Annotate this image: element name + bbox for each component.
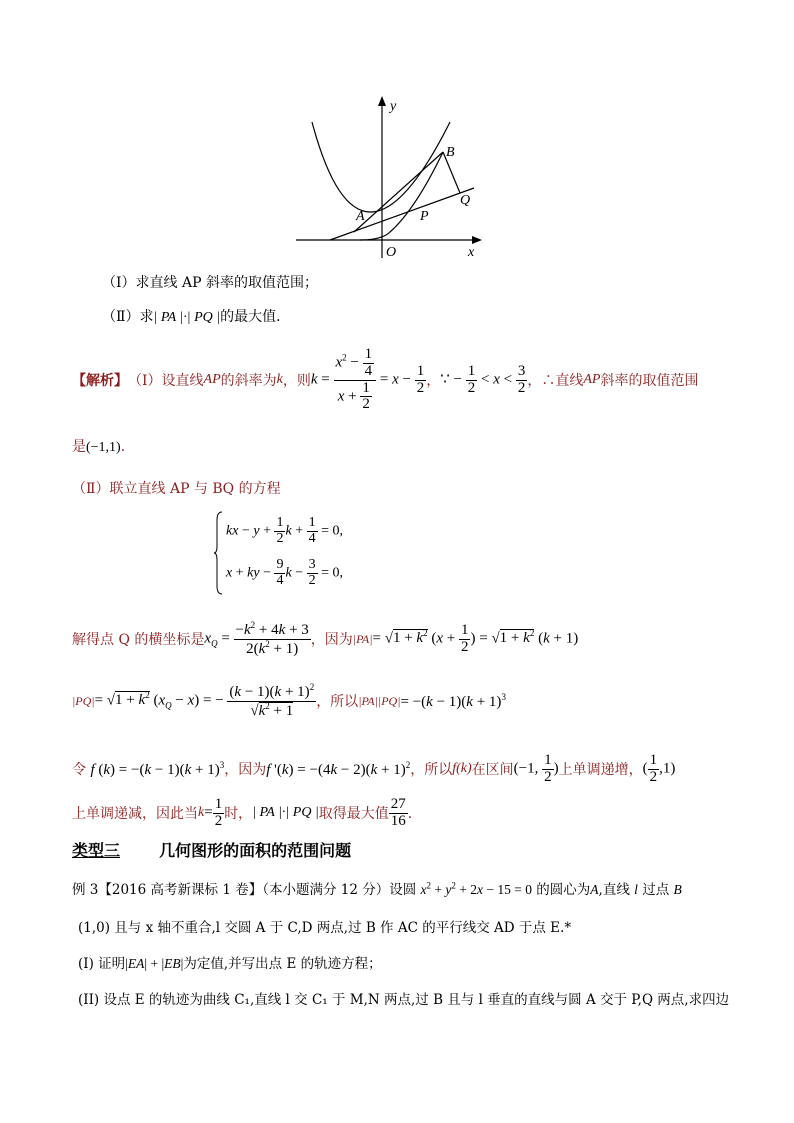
part1-text-b: 的斜率为 [220, 373, 277, 389]
pq-label: |PQ| [72, 693, 95, 708]
equation-1: kx − y + $\frac{1}{2}$ k + $\frac{1}{4}$ = 0, [226, 515, 343, 546]
part1-text-a: （Ⅰ）设直线 [128, 373, 204, 389]
ex3-line1-d: ,直线 [598, 882, 630, 898]
part2-intro [72, 478, 281, 498]
last-text-e: 取得最大值 [318, 806, 389, 822]
outer-parabola [312, 122, 450, 212]
label-q: Q [460, 193, 471, 208]
ex3-line4-text: (II) 设点 E 的轨迹为曲线 C₁,直线 l 交 C₁ 于 M,N 两点,过 B 且与 l 垂直的直线与圆 A 交于 P,Q 两点,求四边 [78, 992, 730, 1008]
question-2-prefix: （Ⅱ）求 [102, 309, 154, 325]
heading-label: 类型三 [72, 841, 121, 860]
label-a: A [356, 209, 365, 224]
y-axis-arrow [378, 96, 386, 106]
ex3-line1-a: 例 3【2016 高考新课标 1 卷】（本小题满分 12 分）设圆 [72, 882, 417, 898]
line-ab [354, 152, 443, 232]
geometry-figure [290, 92, 490, 262]
part1-line2-c: ． [120, 439, 135, 455]
ex3-line1-f: 过点 [642, 882, 670, 898]
last-text-f: ． [407, 806, 422, 822]
part1-line2-a: 是 [72, 439, 86, 455]
equation-2: x + ky − $\frac{9}{4}$ k − $\frac{3}{2}$ = 0, [226, 557, 343, 588]
label-x: x [468, 245, 475, 260]
question-2-expr: | PA |·| PQ | [153, 310, 221, 325]
k-value: = $\frac{1}{2}$ [204, 795, 223, 829]
slope-fraction: $x^2$ − $\frac{1}{4}$ x + $\frac{1}{2}$ [334, 347, 377, 413]
let-text-e: 在区间 [471, 762, 514, 778]
slope-formula: k = $x^2$ − $\frac{1}{4}$ x + $\frac{1}{2}$ = x − $\frac{1}{2}$ [310, 346, 425, 413]
analysis-part1 [72, 342, 698, 418]
f-derivative: f '$(k) = -(4k - 2)(k + 1)^2$ [266, 759, 411, 778]
x-axis-arrow [472, 236, 482, 244]
max-value: $\frac{27}{16}$ [390, 795, 406, 829]
last-text-c: 时， [224, 806, 253, 822]
solve-text-a: 解得点 Q 的横坐标是 [72, 632, 205, 648]
let-text-f: 上单调递增， [558, 762, 643, 778]
conclusion-line [72, 790, 422, 836]
f-definition: f $(k) = -(k - 1)(k + 1)^3$ [90, 759, 225, 778]
last-k: k [198, 805, 205, 820]
ex3-a: A [590, 882, 599, 897]
question-2-suffix: 的最大值． [220, 309, 291, 325]
circle-equation: $x^2 + y^2 + 2x - 15 = 0$ [420, 880, 532, 897]
analysis-part1-line2 [72, 436, 135, 456]
section-heading [72, 838, 351, 861]
ex3-line3-b: 为定值,并写出点 E 的轨迹方程； [183, 956, 382, 972]
part1-text-c: ，则 [282, 373, 311, 389]
label-b: B [446, 145, 455, 160]
label-y: y [390, 99, 397, 114]
ex3-l: l [634, 882, 638, 897]
example3-line3 [78, 952, 382, 972]
example3-line2 [78, 916, 571, 936]
interval-2: ( $\frac{1}{2}$ ,1) [642, 751, 676, 785]
example3-line4 [78, 988, 729, 1008]
last-text-a: 上单调递减，因此当 [72, 806, 198, 822]
let-text-c: ，所以 [410, 762, 453, 778]
ex3-b: B [673, 882, 682, 897]
xq-formula: $x_Q$ = $\frac{-k^2 + 4k + 3}{2(k^2 + 1)}$ [204, 619, 309, 657]
label-o: O [386, 245, 397, 260]
question-1 [102, 272, 318, 292]
x-range: ∵ − $\frac{1}{2}$ < x < $\frac{3}{2}$ [440, 362, 526, 396]
part2-intro-text: （Ⅱ）联立直线 AP 与 BQ 的方程 [72, 481, 281, 497]
part1-conc-ap: AP [583, 372, 601, 387]
let-line [72, 746, 675, 792]
let-fk: f(k) [452, 761, 472, 776]
pq-formula: = $√1 + k^2$ $(x_Q - x)$ = − $\frac{(k - 1)(k + 1)^2}{√k^2 + 1}$ [94, 681, 315, 719]
solve-text-b: ，因为 [310, 632, 353, 648]
system-brace [214, 510, 224, 596]
question-1-text: （Ⅰ）求直线 AP 斜率的取值范围； [102, 275, 318, 291]
part1-conc-b: ，∴直线 [527, 373, 584, 389]
label-p: P [420, 209, 429, 224]
part1-k: k [276, 372, 283, 387]
ex3-line1-b: 的圆心为 [536, 882, 591, 898]
last-expr: | PA |·| PQ | [252, 805, 319, 820]
part1-conc-d: 斜率的取值范围 [600, 373, 699, 389]
part1-conc-a: ， [426, 373, 441, 389]
pq-line [72, 676, 506, 726]
equation-system [214, 510, 374, 596]
part1-ap: AP [203, 372, 221, 387]
solve-line [72, 614, 578, 664]
pa-label: |PA| [352, 631, 373, 646]
analysis-tag: 【解析】 [72, 373, 128, 389]
product-formula: = $-(k - 1)(k + 1)^3$ [400, 691, 506, 710]
example3-line1 [72, 878, 682, 898]
so-text-a: ，所以 [316, 694, 359, 710]
so-label: |PA||PQ| [358, 693, 401, 708]
slope-range: (−1,1) [86, 440, 121, 455]
ex3-line2-text: (1,0) 且与 x 轴不重合,l 交圆 A 于 C,D 两点,过 B 作 AC 的平行线交 AD 于点 E.* [78, 920, 572, 936]
question-2 [102, 306, 290, 326]
heading-title: 几何图形的面积的范围问题 [159, 841, 352, 860]
eq2-tail: = 0, [321, 565, 343, 581]
let-text-a: 令 [72, 762, 86, 778]
interval-1: (−1, $\frac{1}{2}$ ) [513, 751, 559, 785]
eq1-tail: = 0, [321, 523, 343, 539]
ex3-line3-a: (I) 证明 [78, 956, 126, 972]
pa-formula: = $√1 + k^2$ (x + $\frac{1}{2}$ ) = $√1 + k^2$ (k + 1) [372, 621, 579, 655]
let-text-b: ，因为 [224, 762, 267, 778]
ea-eb-expr: |EA| + |EB| [125, 956, 184, 971]
